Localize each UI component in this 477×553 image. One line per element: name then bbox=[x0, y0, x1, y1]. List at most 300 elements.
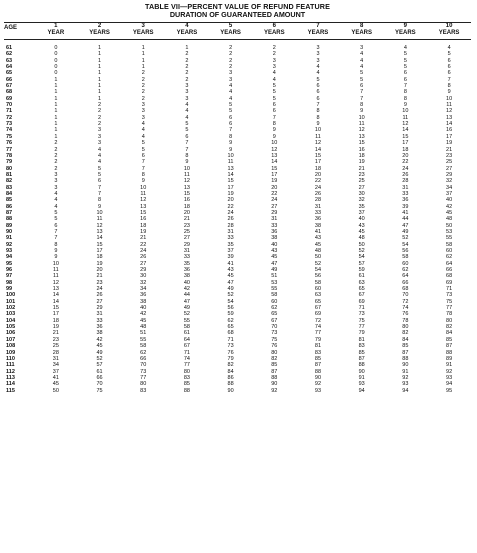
value-cell: 67 bbox=[358, 292, 365, 299]
value-cell: 7 bbox=[403, 83, 407, 90]
value-cell: 5 bbox=[403, 57, 407, 64]
value-cell: 23 bbox=[183, 222, 190, 229]
value-cell: 47 bbox=[271, 260, 278, 267]
value-cell: 15 bbox=[96, 241, 103, 248]
value-cell: 4 bbox=[141, 133, 145, 140]
value-cell: 21 bbox=[52, 330, 59, 337]
value-cell: 83 bbox=[183, 374, 190, 381]
value-cell: 37 bbox=[52, 368, 59, 375]
value-cell: 4 bbox=[316, 70, 320, 77]
age-cell: 88 bbox=[6, 216, 13, 223]
value-cell: 50 bbox=[358, 241, 365, 248]
value-cell: 3 bbox=[316, 45, 320, 51]
value-cell: 3 bbox=[272, 64, 276, 71]
value-cell: 54 bbox=[227, 298, 234, 305]
value-cell: 90 bbox=[402, 362, 409, 369]
value-cell: 2 bbox=[185, 51, 189, 58]
value-cell: 8 bbox=[272, 121, 276, 128]
value-cell: 7 bbox=[316, 102, 320, 109]
value-cell: 60 bbox=[446, 248, 453, 254]
column-header-number: 10 bbox=[445, 23, 453, 29]
value-cell: 2 bbox=[272, 45, 276, 51]
value-cell: 43 bbox=[358, 222, 365, 229]
value-cell: 23 bbox=[446, 152, 453, 159]
value-cell: 11 bbox=[358, 121, 365, 128]
value-cell: 32 bbox=[140, 279, 147, 286]
value-cell: 84 bbox=[446, 330, 453, 337]
value-cell: 2 bbox=[185, 64, 189, 71]
value-cell: 75 bbox=[358, 317, 365, 324]
value-cell: 26 bbox=[227, 216, 234, 223]
column-header-unit: YEARS bbox=[395, 30, 416, 36]
value-cell: 91 bbox=[446, 362, 453, 369]
value-cell: 26 bbox=[96, 292, 103, 299]
value-cell: 1 bbox=[98, 76, 102, 83]
value-cell: 36 bbox=[140, 292, 147, 299]
value-cell: 4 bbox=[141, 127, 145, 134]
value-cell: 5 bbox=[272, 89, 276, 96]
value-cell: 94 bbox=[358, 387, 365, 394]
value-cell: 25 bbox=[446, 159, 453, 166]
value-cell: 19 bbox=[52, 324, 59, 331]
value-cell: 6 bbox=[316, 89, 320, 96]
table-body bbox=[4, 40, 471, 394]
value-cell: 9 bbox=[360, 108, 364, 115]
value-cell: 4 bbox=[272, 70, 276, 77]
value-cell: 13 bbox=[358, 133, 365, 140]
value-cell: 4 bbox=[98, 159, 102, 166]
value-cell: 58 bbox=[314, 279, 322, 286]
value-cell: 85 bbox=[358, 349, 365, 356]
column-header-number: 6 bbox=[272, 23, 276, 29]
value-cell: 45 bbox=[140, 317, 147, 324]
value-cell: 88 bbox=[271, 374, 278, 381]
age-cell: 94 bbox=[6, 254, 13, 261]
age-cell: 113 bbox=[6, 374, 15, 381]
value-cell: 27 bbox=[271, 203, 278, 210]
value-cell: 5 bbox=[272, 95, 276, 102]
value-cell: 2 bbox=[141, 95, 145, 102]
value-cell: 2 bbox=[141, 89, 145, 96]
value-cell: 80 bbox=[140, 381, 147, 388]
age-cell: 62 bbox=[6, 51, 13, 58]
value-cell: 50 bbox=[446, 222, 453, 229]
value-cell: 8 bbox=[185, 152, 189, 159]
value-cell: 1 bbox=[54, 133, 58, 140]
value-cell: 36 bbox=[314, 216, 322, 223]
value-cell: 16 bbox=[446, 127, 453, 134]
value-cell: 75 bbox=[446, 298, 453, 305]
value-cell: 7 bbox=[272, 114, 276, 121]
value-cell: 3 bbox=[98, 127, 102, 134]
value-cell: 10 bbox=[402, 108, 409, 115]
column-header-unit: YEARS bbox=[263, 30, 285, 36]
value-cell: 58 bbox=[402, 254, 409, 261]
value-cell: 42 bbox=[183, 286, 190, 293]
age-cell: 73 bbox=[6, 121, 13, 128]
value-cell: 3 bbox=[229, 70, 233, 77]
age-cell: 107 bbox=[6, 336, 16, 343]
value-cell: 12 bbox=[446, 108, 453, 115]
value-cell: 9 bbox=[272, 133, 276, 140]
value-cell: 15 bbox=[271, 165, 278, 172]
value-cell: 59 bbox=[358, 267, 365, 274]
value-cell: 77 bbox=[183, 362, 190, 369]
value-cell: 75 bbox=[96, 387, 103, 394]
refund-value-table bbox=[4, 22, 471, 394]
value-cell: 45 bbox=[96, 343, 103, 350]
value-cell: 25 bbox=[358, 178, 365, 185]
value-cell: 42 bbox=[140, 311, 147, 318]
value-cell: 62 bbox=[446, 254, 453, 261]
value-cell: 92 bbox=[314, 381, 322, 388]
value-cell: 20 bbox=[227, 197, 234, 204]
value-cell: 58 bbox=[271, 292, 278, 299]
value-cell: 17 bbox=[271, 171, 278, 178]
value-cell: 77 bbox=[358, 324, 365, 331]
value-cell: 76 bbox=[271, 343, 278, 350]
value-cell: 14 bbox=[446, 121, 453, 128]
value-cell: 34 bbox=[140, 286, 147, 293]
age-cell: 91 bbox=[6, 235, 13, 242]
age-cell: 109 bbox=[6, 349, 16, 356]
value-cell: 75 bbox=[271, 336, 278, 343]
value-cell: 35 bbox=[358, 203, 365, 210]
column-header-unit: YEARS bbox=[220, 30, 241, 36]
table-row bbox=[4, 40, 471, 52]
value-cell: 26 bbox=[314, 190, 322, 197]
value-cell: 31 bbox=[314, 203, 322, 210]
age-cell: 70 bbox=[6, 102, 13, 109]
age-cell: 96 bbox=[6, 267, 13, 274]
value-cell: 8 bbox=[447, 83, 451, 90]
value-cell: 24 bbox=[140, 248, 147, 254]
value-cell: 4 bbox=[54, 197, 58, 204]
value-cell: 10 bbox=[140, 184, 147, 191]
value-cell: 35 bbox=[227, 241, 234, 248]
value-cell: 92 bbox=[271, 387, 278, 394]
value-cell: 78 bbox=[402, 317, 409, 324]
value-cell: 17 bbox=[227, 184, 234, 191]
value-cell: 13 bbox=[140, 203, 147, 210]
value-cell: 86 bbox=[227, 374, 234, 381]
value-cell: 11 bbox=[315, 133, 321, 140]
value-cell: 69 bbox=[358, 298, 365, 305]
value-cell: 45 bbox=[358, 228, 365, 235]
age-cell: 102 bbox=[6, 305, 16, 312]
value-cell: 27 bbox=[140, 260, 147, 267]
value-cell: 60 bbox=[402, 260, 409, 267]
value-cell: 8 bbox=[403, 95, 407, 102]
value-cell: 1 bbox=[54, 76, 58, 83]
value-cell: 84 bbox=[227, 368, 234, 375]
value-cell: 1 bbox=[141, 57, 145, 64]
value-cell: 32 bbox=[446, 178, 453, 185]
value-cell: 32 bbox=[358, 197, 365, 204]
value-cell: 6 bbox=[272, 108, 276, 115]
value-cell: 76 bbox=[402, 311, 409, 318]
value-cell: 8 bbox=[98, 197, 102, 204]
age-cell: 104 bbox=[6, 317, 16, 324]
value-cell: 93 bbox=[314, 387, 322, 394]
value-cell: 4 bbox=[229, 95, 233, 102]
value-cell: 23 bbox=[358, 171, 365, 178]
value-cell: 18 bbox=[402, 146, 409, 153]
value-cell: 11 bbox=[402, 114, 409, 121]
age-cell: 86 bbox=[6, 203, 13, 210]
value-cell: 29 bbox=[183, 241, 190, 248]
value-cell: 82 bbox=[446, 324, 453, 331]
value-cell: 83 bbox=[358, 343, 365, 350]
age-cell: 110 bbox=[6, 355, 15, 362]
column-header-number: 2 bbox=[97, 23, 102, 29]
value-cell: 1 bbox=[54, 89, 58, 96]
value-cell: 29 bbox=[271, 209, 278, 216]
value-cell: 49 bbox=[402, 228, 409, 235]
value-cell: 27 bbox=[358, 184, 365, 191]
value-cell: 74 bbox=[402, 305, 409, 312]
value-cell: 87 bbox=[358, 355, 365, 362]
value-cell: 45 bbox=[52, 381, 59, 388]
value-cell: 6 bbox=[185, 133, 189, 140]
value-cell: 18 bbox=[358, 152, 365, 159]
column-header-unit: YEARS bbox=[307, 30, 329, 36]
value-cell: 10 bbox=[271, 140, 278, 147]
value-cell: 52 bbox=[358, 248, 365, 254]
age-cell: 66 bbox=[6, 76, 13, 83]
value-cell: 7 bbox=[98, 190, 102, 197]
value-cell: 49 bbox=[227, 286, 234, 293]
value-cell: 93 bbox=[446, 374, 453, 381]
value-cell: 4 bbox=[360, 51, 364, 58]
value-cell: 39 bbox=[402, 203, 409, 210]
value-cell: 90 bbox=[271, 381, 278, 388]
value-cell: 5 bbox=[316, 76, 320, 83]
value-cell: 1 bbox=[141, 64, 145, 71]
value-cell: 9 bbox=[54, 254, 58, 261]
value-cell: 62 bbox=[402, 267, 409, 274]
value-cell: 62 bbox=[140, 349, 147, 356]
value-cell: 9 bbox=[141, 178, 145, 185]
age-cell: 108 bbox=[6, 343, 16, 350]
value-cell: 10 bbox=[314, 127, 322, 134]
value-cell: 73 bbox=[140, 368, 147, 375]
value-cell: 92 bbox=[402, 374, 409, 381]
value-cell: 7 bbox=[447, 76, 451, 83]
value-cell: 40 bbox=[140, 305, 147, 312]
value-cell: 52 bbox=[402, 235, 409, 242]
value-cell: 94 bbox=[402, 387, 409, 394]
value-cell: 62 bbox=[227, 317, 234, 324]
value-cell: 6 bbox=[141, 152, 145, 159]
value-cell: 48 bbox=[314, 248, 322, 254]
value-cell: 22 bbox=[402, 159, 409, 166]
age-cell: 75 bbox=[6, 133, 13, 140]
value-cell: 52 bbox=[314, 260, 322, 267]
age-cell: 105 bbox=[6, 324, 16, 331]
value-cell: 81 bbox=[314, 343, 322, 350]
value-cell: 4 bbox=[98, 146, 102, 153]
header-unit-row bbox=[4, 30, 471, 37]
value-cell: 11 bbox=[446, 102, 452, 109]
value-cell: 8 bbox=[403, 89, 407, 96]
value-cell: 20 bbox=[271, 184, 278, 191]
value-cell: 12 bbox=[358, 127, 365, 134]
value-cell: 65 bbox=[358, 286, 365, 293]
value-cell: 33 bbox=[314, 209, 322, 216]
value-cell: 36 bbox=[183, 267, 190, 274]
value-cell: 5 bbox=[447, 51, 451, 58]
value-cell: 3 bbox=[141, 102, 145, 109]
value-cell: 62 bbox=[271, 305, 278, 312]
value-cell: 10 bbox=[227, 152, 234, 159]
value-cell: 1 bbox=[98, 89, 102, 96]
value-cell: 12 bbox=[96, 222, 103, 229]
value-cell: 36 bbox=[271, 228, 278, 235]
value-cell: 5 bbox=[98, 171, 102, 178]
value-cell: 14 bbox=[314, 146, 322, 153]
value-cell: 80 bbox=[271, 349, 278, 356]
value-cell: 63 bbox=[314, 292, 322, 299]
value-cell: 7 bbox=[54, 228, 58, 235]
value-cell: 1 bbox=[54, 108, 58, 115]
value-cell: 34 bbox=[52, 362, 59, 369]
value-cell: 47 bbox=[227, 279, 234, 286]
value-cell: 16 bbox=[140, 216, 147, 223]
value-cell: 87 bbox=[314, 362, 322, 369]
value-cell: 20 bbox=[183, 209, 190, 216]
age-cell: 89 bbox=[6, 222, 13, 229]
value-cell: 6 bbox=[229, 121, 233, 128]
value-cell: 9 bbox=[98, 203, 102, 210]
value-cell: 29 bbox=[446, 171, 453, 178]
value-cell: 17 bbox=[314, 159, 322, 166]
value-cell: 14 bbox=[96, 235, 103, 242]
value-cell: 49 bbox=[96, 349, 103, 356]
value-cell: 5 bbox=[360, 70, 364, 77]
value-cell: 61 bbox=[183, 330, 190, 337]
value-cell: 21 bbox=[96, 273, 103, 280]
value-cell: 94 bbox=[446, 381, 453, 388]
value-cell: 3 bbox=[185, 83, 189, 90]
value-cell: 71 bbox=[227, 336, 234, 343]
value-cell: 24 bbox=[227, 209, 234, 216]
value-cell: 2 bbox=[229, 51, 233, 58]
value-cell: 14 bbox=[227, 171, 234, 178]
value-cell: 16 bbox=[358, 146, 365, 153]
age-cell: 99 bbox=[6, 286, 13, 293]
value-cell: 6 bbox=[447, 64, 451, 71]
age-cell: 63 bbox=[6, 57, 13, 64]
value-cell: 19 bbox=[271, 178, 278, 185]
value-cell: 9 bbox=[272, 127, 276, 134]
value-cell: 9 bbox=[54, 248, 58, 254]
value-cell: 2 bbox=[54, 146, 58, 153]
value-cell: 81 bbox=[358, 336, 365, 343]
value-cell: 55 bbox=[446, 235, 453, 242]
value-cell: 17 bbox=[446, 133, 453, 140]
value-cell: 85 bbox=[271, 362, 278, 369]
value-cell: 20 bbox=[96, 267, 103, 274]
value-cell: 50 bbox=[314, 254, 322, 261]
value-cell: 83 bbox=[140, 387, 147, 394]
value-cell: 66 bbox=[446, 267, 453, 274]
age-cell: 67 bbox=[6, 83, 13, 90]
value-cell: 6 bbox=[447, 57, 451, 64]
value-cell: 22 bbox=[314, 178, 322, 185]
column-header-number: 9 bbox=[403, 23, 408, 29]
age-cell: 71 bbox=[6, 108, 13, 115]
value-cell: 71 bbox=[183, 349, 190, 356]
value-cell: 21 bbox=[183, 216, 190, 223]
value-cell: 15 bbox=[140, 209, 147, 216]
value-cell: 6 bbox=[403, 76, 407, 83]
value-cell: 1 bbox=[98, 64, 102, 71]
value-cell: 0 bbox=[54, 57, 58, 64]
value-cell: 12 bbox=[183, 178, 190, 185]
value-cell: 77 bbox=[446, 305, 453, 312]
value-cell: 5 bbox=[54, 216, 58, 223]
value-cell: 44 bbox=[402, 216, 409, 223]
value-cell: 3 bbox=[54, 184, 58, 191]
value-cell: 31 bbox=[402, 184, 409, 191]
value-cell: 92 bbox=[446, 368, 453, 375]
value-cell: 2 bbox=[141, 70, 145, 77]
value-cell: 48 bbox=[446, 216, 453, 223]
value-cell: 1 bbox=[54, 102, 58, 109]
age-cell: 112 bbox=[6, 368, 15, 375]
age-cell: 82 bbox=[6, 178, 13, 185]
age-cell: 84 bbox=[6, 190, 13, 197]
value-cell: 88 bbox=[314, 368, 322, 375]
value-cell: 67 bbox=[183, 343, 190, 350]
value-cell: 58 bbox=[140, 343, 147, 350]
value-cell: 13 bbox=[96, 228, 103, 235]
value-cell: 70 bbox=[96, 381, 103, 388]
value-cell: 1 bbox=[54, 121, 58, 128]
age-cell: 76 bbox=[6, 140, 13, 147]
value-cell: 12 bbox=[402, 121, 409, 128]
column-header-number: 3 bbox=[141, 23, 145, 29]
value-cell: 30 bbox=[358, 190, 365, 197]
value-cell: 74 bbox=[183, 355, 190, 362]
age-cell: 64 bbox=[6, 64, 13, 71]
value-cell: 88 bbox=[446, 349, 453, 356]
age-column-header: AGE bbox=[4, 25, 18, 31]
value-cell: 88 bbox=[183, 387, 190, 394]
value-cell: 70 bbox=[140, 362, 147, 369]
value-cell: 53 bbox=[446, 228, 453, 235]
value-cell: 1 bbox=[98, 95, 102, 102]
value-cell: 7 bbox=[360, 95, 364, 102]
value-cell: 38 bbox=[271, 235, 278, 242]
column-header-unit: YEARS bbox=[132, 30, 154, 36]
value-cell: 2 bbox=[54, 152, 58, 159]
value-cell: 0 bbox=[54, 51, 58, 58]
age-cell: 93 bbox=[6, 248, 13, 254]
value-cell: 2 bbox=[98, 121, 102, 128]
value-cell: 90 bbox=[314, 374, 322, 381]
value-cell: 8 bbox=[316, 114, 320, 121]
value-cell: 1 bbox=[54, 127, 58, 134]
value-cell: 85 bbox=[402, 343, 409, 350]
value-cell: 51 bbox=[140, 330, 147, 337]
value-cell: 61 bbox=[358, 273, 365, 280]
value-cell: 4 bbox=[316, 64, 320, 71]
value-cell: 66 bbox=[140, 355, 147, 362]
value-cell: 9 bbox=[316, 121, 320, 128]
value-cell: 2 bbox=[272, 51, 276, 58]
